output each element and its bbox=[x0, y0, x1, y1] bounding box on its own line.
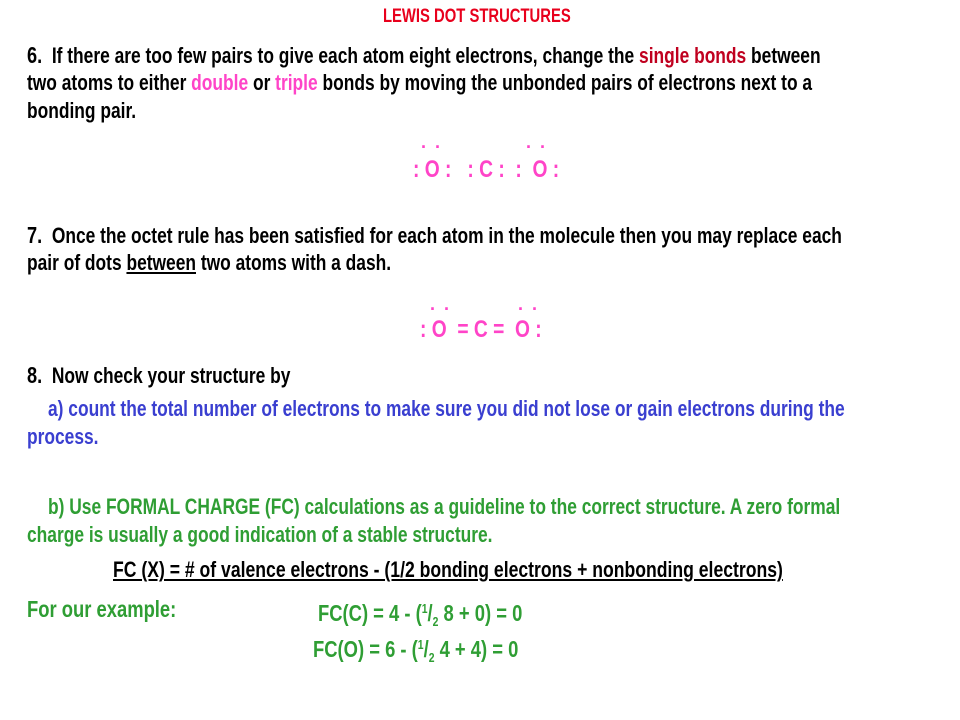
fraction-slash: / bbox=[427, 600, 433, 626]
step7-number: 7. bbox=[27, 222, 43, 248]
lone-pair-dots: . . bbox=[430, 294, 452, 314]
single-bonds-term: single bonds bbox=[639, 43, 747, 68]
fraction-slash: / bbox=[423, 636, 429, 662]
lone-pair-dots: . . bbox=[518, 294, 540, 314]
step6-line1 bbox=[27, 42, 821, 69]
between-term: between bbox=[126, 250, 196, 275]
lone-pair-dots: . . bbox=[421, 132, 443, 152]
step8-b-line2: charge is usually a good indication of a stable structure. bbox=[27, 522, 493, 547]
step7-line2 bbox=[27, 250, 391, 276]
step6-text: If there are too few pairs to give each atom eight electrons, change the bbox=[51, 43, 640, 68]
formal-charge-formula: FC (X) = # of valence electrons - (1/2 bonding electrons + nonbonding electrons) bbox=[113, 557, 783, 582]
step8-a-line2: process. bbox=[27, 424, 99, 449]
step7-text: Once the octet rule has been satisfied for each atom in the molecule then you may replace each bbox=[51, 223, 842, 248]
step6-text: between bbox=[746, 43, 821, 68]
step7-line1 bbox=[27, 222, 842, 249]
step8-a-line1: a) count the total number of electrons to make sure you did not lose or gain electrons during the bbox=[48, 396, 845, 421]
equation-text: 4 + 4) = 0 bbox=[434, 636, 519, 662]
step6-line3: bonding pair. bbox=[27, 98, 137, 123]
step7-text: two atoms with a dash. bbox=[195, 250, 392, 275]
step8-b-line1: b) Use FORMAL CHARGE (FC) calculations as a guideline to the correct structure. A zero formal bbox=[48, 494, 841, 519]
step6-number: 6. bbox=[27, 42, 43, 68]
step6-text: two atoms to either bbox=[27, 70, 192, 95]
step6-text: or bbox=[248, 70, 276, 95]
fraction-denominator: 2 bbox=[428, 650, 435, 665]
step6-text: bonds by moving the unbonded pairs of electrons next to a bbox=[317, 70, 813, 95]
fraction-denominator: 2 bbox=[432, 614, 439, 629]
step8-intro bbox=[27, 362, 290, 389]
example-label: For our example: bbox=[27, 596, 177, 622]
lone-pair-dots: . . bbox=[526, 132, 548, 152]
step6-line2 bbox=[27, 70, 812, 96]
triple-term: triple bbox=[275, 70, 318, 95]
fc-oxygen-equation bbox=[313, 632, 518, 671]
step8-number: 8. bbox=[27, 362, 43, 388]
fc-carbon-equation bbox=[318, 596, 522, 635]
double-term: double bbox=[191, 70, 249, 95]
step7-text: pair of dots bbox=[27, 250, 127, 275]
fraction-numerator: 1 bbox=[417, 637, 424, 652]
equation-text: FC(O) = 6 - ( bbox=[313, 636, 418, 662]
step8-text: Now check your structure by bbox=[51, 363, 291, 388]
fraction-numerator: 1 bbox=[421, 601, 428, 616]
equation-text: FC(C) = 4 - ( bbox=[318, 600, 422, 626]
page-title: LEWIS DOT STRUCTURES bbox=[383, 6, 571, 27]
lewis-structure-dots: : O : : C : : O : bbox=[413, 156, 560, 183]
lewis-structure-dashes: : O = C = O : bbox=[420, 316, 542, 343]
equation-text: 8 + 0) = 0 bbox=[438, 600, 523, 626]
